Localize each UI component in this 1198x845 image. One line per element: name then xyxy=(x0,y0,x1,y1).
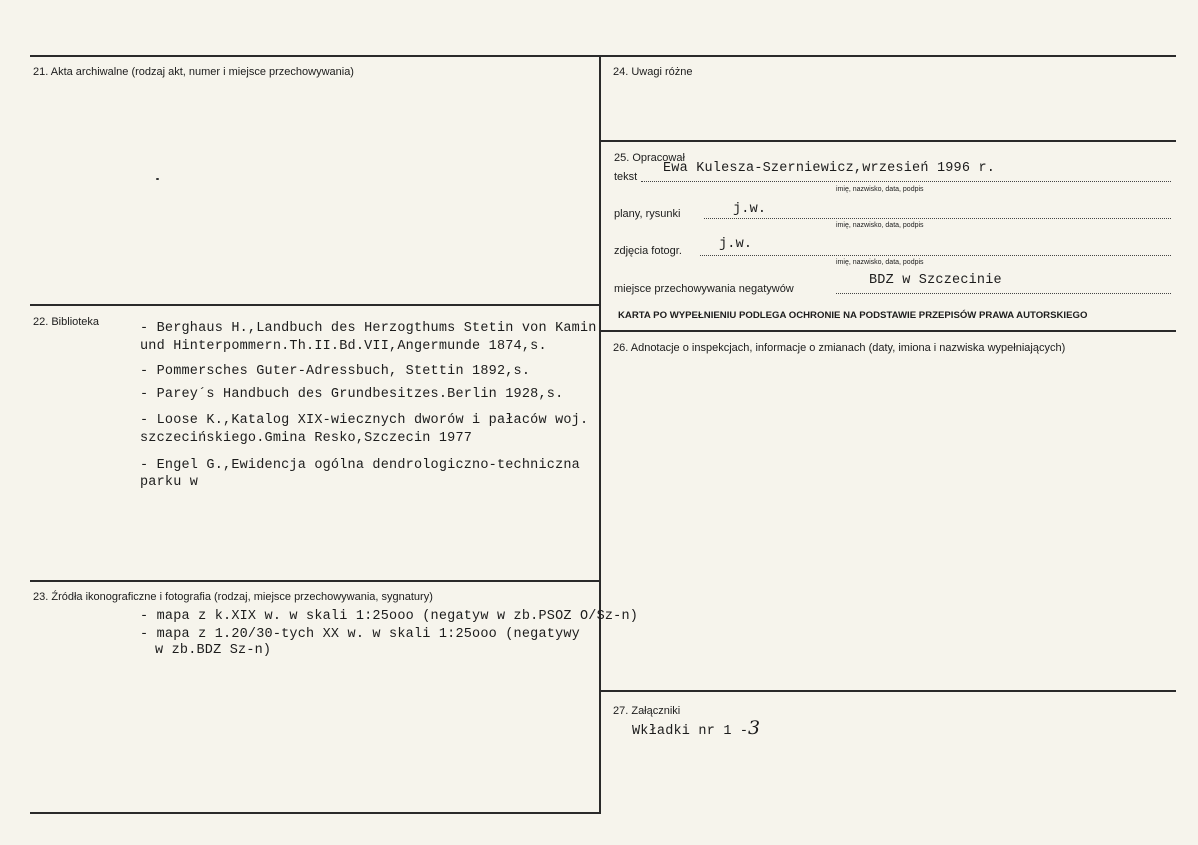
miejsce-dotted-line xyxy=(836,293,1171,294)
biblio-line: - Parey´s Handbuch des Grundbesitzes.Berlin 1928,s. xyxy=(140,387,564,402)
divider-22-23 xyxy=(30,580,600,582)
divider-24-25 xyxy=(600,140,1176,142)
top-border xyxy=(30,55,1176,57)
tekst-dotted-line xyxy=(641,181,1171,182)
biblio-line: und Hinterpommern.Th.II.Bd.VII,Angermunde 1874,s. xyxy=(140,339,547,354)
miejsce-label: miejsce przechowywania negatywów xyxy=(614,283,794,295)
section-26-label: 26. Adnotacje o inspekcjach, informacje o zmianach (daty, imiona i nazwiska wypełniających) xyxy=(613,342,1066,354)
dust-speck xyxy=(156,178,159,180)
divider-21-22 xyxy=(30,304,600,306)
miejsce-value: BDZ w Szczecinie xyxy=(869,273,1002,288)
biblio-line: - Loose K.,Katalog XIX-wiecznych dworów i pałaców woj. xyxy=(140,413,589,428)
section-22-label: 22. Biblioteka xyxy=(33,316,100,328)
zdjecia-dotted-line xyxy=(700,255,1171,256)
attachments-value: Wkładki nr 1 - xyxy=(632,724,749,739)
section-21-label: 21. Akta archiwalne (rodzaj akt, numer i miejsce przechowywania) xyxy=(33,66,354,78)
divider-26-27 xyxy=(600,690,1176,692)
biblio-line: - Pommersches Guter-Adressbuch, Stettin 1892,s. xyxy=(140,364,531,379)
plany-label: plany, rysunki xyxy=(614,208,681,220)
attachments-handwritten-number: 3 xyxy=(748,717,761,739)
plany-dotted-line xyxy=(704,218,1171,219)
plany-value: j.w. xyxy=(733,202,767,217)
biblio-line: - Engel G.,Ewidencja ogólna dendrologiczno-techniczna xyxy=(140,458,580,473)
copyright-notice: KARTA PO WYPEŁNIENIU PODLEGA OCHRONIE NA PODSTAWIE PRZEPISÓW PRAWA AUTORSKIEGO xyxy=(618,310,1088,321)
bottom-border xyxy=(30,812,601,814)
section-25-label: 25. Opracował xyxy=(614,152,685,164)
biblio-line: szczecińskiego.Gmina Resko,Szczecin 1977 xyxy=(140,431,473,446)
tekst-caption: imię, nazwisko, data, podpis xyxy=(836,186,924,193)
zdjecia-label: zdjęcia fotogr. xyxy=(614,245,682,257)
biblio-line: parku w xyxy=(140,475,199,490)
zdjecia-value: j.w. xyxy=(719,237,753,252)
icono-line: - mapa z k.XIX w. w skali 1:25ooo (negatyw w zb.PSOZ O/Sz-n) xyxy=(140,609,639,624)
icono-line: - mapa z 1.20/30-tych XX w. w skali 1:25ooo (negatywy xyxy=(140,627,580,642)
tekst-label: tekst xyxy=(614,171,638,183)
divider-25-26 xyxy=(600,330,1176,332)
plany-caption: imię, nazwisko, data, podpis xyxy=(836,222,924,229)
section-27-label: 27. Załączniki xyxy=(613,705,681,717)
biblio-line: - Berghaus H.,Landbuch des Herzogthums Stetin von Kamin xyxy=(140,321,597,336)
zdjecia-caption: imię, nazwisko, data, podpis xyxy=(836,259,924,266)
icono-line: w zb.BDZ Sz-n) xyxy=(155,643,272,658)
tekst-value: Ewa Kulesza-Szerniewicz,wrzesień 1996 r. xyxy=(663,161,996,176)
center-divider xyxy=(599,55,601,813)
section-24-label: 24. Uwagi różne xyxy=(613,66,693,78)
section-23-label: 23. Źródła ikonograficzne i fotografia (rodzaj, miejsce przechowywania, sygnatury) xyxy=(33,591,433,603)
